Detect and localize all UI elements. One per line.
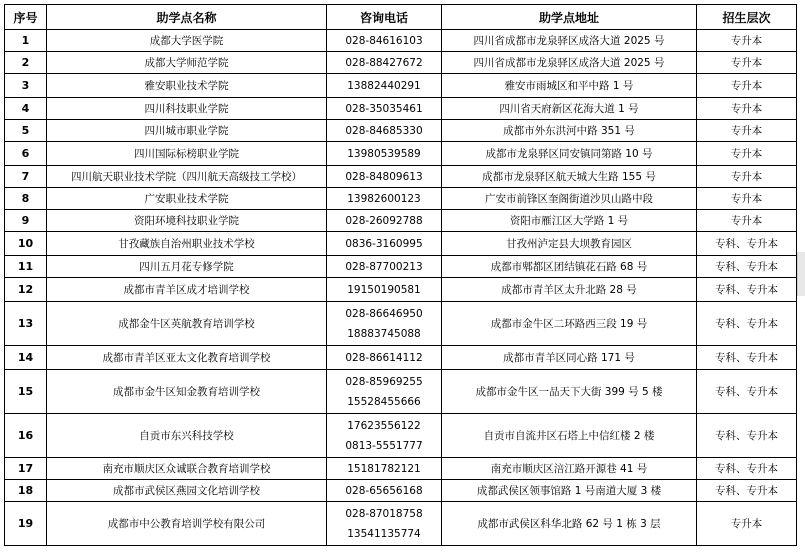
center-name: 自贡市东兴科技学校 <box>47 414 327 458</box>
center-name: 成都市武侯区燕园文化培训学校 <box>47 480 327 502</box>
enrollment-level: 专科、专升本 <box>697 458 797 480</box>
header-no: 序号 <box>5 5 47 30</box>
center-address: 成都市武侯区科华北路 62 号 1 栋 3 层 <box>442 502 697 546</box>
phone-number: 0836-3160995 <box>345 237 423 250</box>
enrollment-level: 专科、专升本 <box>697 232 797 256</box>
header-row <box>5 5 797 30</box>
center-address: 资阳市雁江区大学路 1 号 <box>442 210 697 232</box>
phone-number: 13980539589 <box>347 147 421 160</box>
center-address: 自贡市自流井区石塔上中信红楼 2 楼 <box>442 414 697 458</box>
enrollment-level: 专升本 <box>697 142 797 166</box>
center-name: 四川航天职业技术学院（四川航天高级技工学校） <box>47 166 327 188</box>
center-address: 成都市青羊区同心路 171 号 <box>442 346 697 370</box>
center-name: 广安职业技术学院 <box>47 188 327 210</box>
enrollment-level: 专升本 <box>697 166 797 188</box>
phone-cell <box>327 302 442 346</box>
center-address: 成都市郫都区团结镇花石路 68 号 <box>442 256 697 278</box>
table-row <box>5 278 797 302</box>
phone-number: 028-86646950 <box>345 307 423 320</box>
center-address: 甘孜州泸定县大坝教育园区 <box>442 232 697 256</box>
phone-cell <box>327 166 442 188</box>
table-body <box>5 30 797 546</box>
phone-number: 15181782121 <box>347 462 421 475</box>
table-row <box>5 232 797 256</box>
center-address: 成都市龙泉驿区航天城大生路 155 号 <box>442 166 697 188</box>
table-row <box>5 458 797 480</box>
enrollment-level: 专升本 <box>697 98 797 120</box>
row-number: 11 <box>5 256 47 278</box>
phone-cell <box>327 30 442 52</box>
center-name: 四川国际标榜职业学院 <box>47 142 327 166</box>
enrollment-level: 专科、专升本 <box>697 302 797 346</box>
phone-number: 13541135774 <box>347 527 421 540</box>
header-address: 助学点地址 <box>442 5 697 30</box>
phone-number: 028-84809613 <box>345 170 423 183</box>
phone-cell <box>327 210 442 232</box>
center-name: 成都大学医学院 <box>47 30 327 52</box>
center-address: 四川省成都市龙泉驿区成洛大道 2025 号 <box>442 52 697 74</box>
table-row <box>5 480 797 502</box>
row-number: 2 <box>5 52 47 74</box>
enrollment-level: 专科、专升本 <box>697 370 797 414</box>
row-number: 15 <box>5 370 47 414</box>
row-number: 1 <box>5 30 47 52</box>
phone-number: 028-87700213 <box>345 260 423 273</box>
enrollment-level: 专升本 <box>697 120 797 142</box>
table-row <box>5 302 797 346</box>
row-number: 14 <box>5 346 47 370</box>
enrollment-level: 专升本 <box>697 52 797 74</box>
table-row <box>5 256 797 278</box>
enrollment-level: 专升本 <box>697 188 797 210</box>
phone-number: 028-88427672 <box>345 56 423 69</box>
phone-cell <box>327 142 442 166</box>
center-name: 资阳环境科技职业学院 <box>47 210 327 232</box>
table-row <box>5 188 797 210</box>
row-number: 13 <box>5 302 47 346</box>
row-number: 19 <box>5 502 47 546</box>
row-number: 8 <box>5 188 47 210</box>
table-row <box>5 142 797 166</box>
center-address: 成都市金牛区一品天下大街 399 号 5 楼 <box>442 370 697 414</box>
table-container <box>4 4 797 546</box>
phone-cell <box>327 256 442 278</box>
phone-number: 17623556122 <box>347 419 421 432</box>
phone-number: 15528455666 <box>347 395 421 408</box>
center-address: 成都市龙泉驿区同安镇同第路 10 号 <box>442 142 697 166</box>
phone-number: 18883745088 <box>347 327 421 340</box>
table-row <box>5 52 797 74</box>
center-address: 四川省天府新区花海大道 1 号 <box>442 98 697 120</box>
phone-number: 028-84685330 <box>345 124 423 137</box>
center-address: 雅安市雨城区和平中路 1 号 <box>442 74 697 98</box>
phone-number: 13982600123 <box>347 192 421 205</box>
phone-cell <box>327 52 442 74</box>
center-address: 四川省成都市龙泉驿区成洛大道 2025 号 <box>442 30 697 52</box>
phone-cell <box>327 414 442 458</box>
table-row <box>5 346 797 370</box>
center-name: 成都市金牛区知金教育培训学校 <box>47 370 327 414</box>
table-row <box>5 166 797 188</box>
table-row <box>5 210 797 232</box>
enrollment-level: 专升本 <box>697 502 797 546</box>
phone-number: 028-85969255 <box>345 375 423 388</box>
phone-cell <box>327 346 442 370</box>
row-number: 12 <box>5 278 47 302</box>
enrollment-level: 专科、专升本 <box>697 278 797 302</box>
row-number: 5 <box>5 120 47 142</box>
row-number: 16 <box>5 414 47 458</box>
row-number: 18 <box>5 480 47 502</box>
study-centers-table <box>4 4 797 546</box>
phone-cell <box>327 120 442 142</box>
table-row <box>5 120 797 142</box>
table-row <box>5 414 797 458</box>
center-address: 成都市青羊区太升北路 28 号 <box>442 278 697 302</box>
phone-number: 0813-5551777 <box>345 439 423 452</box>
phone-cell <box>327 74 442 98</box>
center-address: 成都市金牛区二环路西三段 19 号 <box>442 302 697 346</box>
enrollment-level: 专科、专升本 <box>697 414 797 458</box>
center-address: 广安市前锋区奎阁街道沙贝山路中段 <box>442 188 697 210</box>
phone-number: 028-35035461 <box>345 102 423 115</box>
row-number: 9 <box>5 210 47 232</box>
center-name: 南充市顺庆区众诚联合教育培训学校 <box>47 458 327 480</box>
phone-number: 028-87018758 <box>345 507 423 520</box>
center-name: 四川城市职业学院 <box>47 120 327 142</box>
table-row <box>5 98 797 120</box>
enrollment-level: 专科、专升本 <box>697 256 797 278</box>
center-name: 成都金牛区英航教育培训学校 <box>47 302 327 346</box>
table-row <box>5 370 797 414</box>
center-address: 南充市顺庆区涪江路开源巷 41 号 <box>442 458 697 480</box>
phone-number: 028-65656168 <box>345 484 423 497</box>
row-number: 10 <box>5 232 47 256</box>
phone-number: 028-84616103 <box>345 34 423 47</box>
enrollment-level: 专科、专升本 <box>697 480 797 502</box>
center-address: 成都武侯区领事馆路 1 号南道大厦 3 楼 <box>442 480 697 502</box>
center-name: 成都市青羊区成才培训学校 <box>47 278 327 302</box>
center-name: 四川科技职业学院 <box>47 98 327 120</box>
table-row <box>5 30 797 52</box>
phone-cell <box>327 370 442 414</box>
center-name: 甘孜藏族自治州职业技术学校 <box>47 232 327 256</box>
enrollment-level: 专科、专升本 <box>697 346 797 370</box>
phone-cell <box>327 232 442 256</box>
phone-number: 028-26092788 <box>345 214 423 227</box>
center-name: 成都市中公教育培训学校有限公司 <box>47 502 327 546</box>
row-number: 7 <box>5 166 47 188</box>
center-name: 雅安职业技术学院 <box>47 74 327 98</box>
phone-cell <box>327 480 442 502</box>
row-number: 17 <box>5 458 47 480</box>
phone-cell <box>327 502 442 546</box>
center-address: 成都市外东洪河中路 351 号 <box>442 120 697 142</box>
row-number: 6 <box>5 142 47 166</box>
enrollment-level: 专升本 <box>697 74 797 98</box>
phone-cell <box>327 458 442 480</box>
table-row <box>5 502 797 546</box>
row-number: 3 <box>5 74 47 98</box>
table-row <box>5 74 797 98</box>
phone-cell <box>327 98 442 120</box>
phone-number: 19150190581 <box>347 283 421 296</box>
center-name: 成都大学师范学院 <box>47 52 327 74</box>
header-name: 助学点名称 <box>47 5 327 30</box>
enrollment-level: 专升本 <box>697 30 797 52</box>
enrollment-level: 专升本 <box>697 210 797 232</box>
phone-cell <box>327 278 442 302</box>
header-phone: 咨询电话 <box>327 5 442 30</box>
phone-cell <box>327 188 442 210</box>
row-number: 4 <box>5 98 47 120</box>
scroll-edge[interactable] <box>797 252 805 296</box>
center-name: 四川五月花专修学院 <box>47 256 327 278</box>
center-name: 成都市青羊区亚太文化教育培训学校 <box>47 346 327 370</box>
header-level: 招生层次 <box>697 5 797 30</box>
phone-number: 13882440291 <box>347 79 421 92</box>
phone-number: 028-86614112 <box>345 351 423 364</box>
